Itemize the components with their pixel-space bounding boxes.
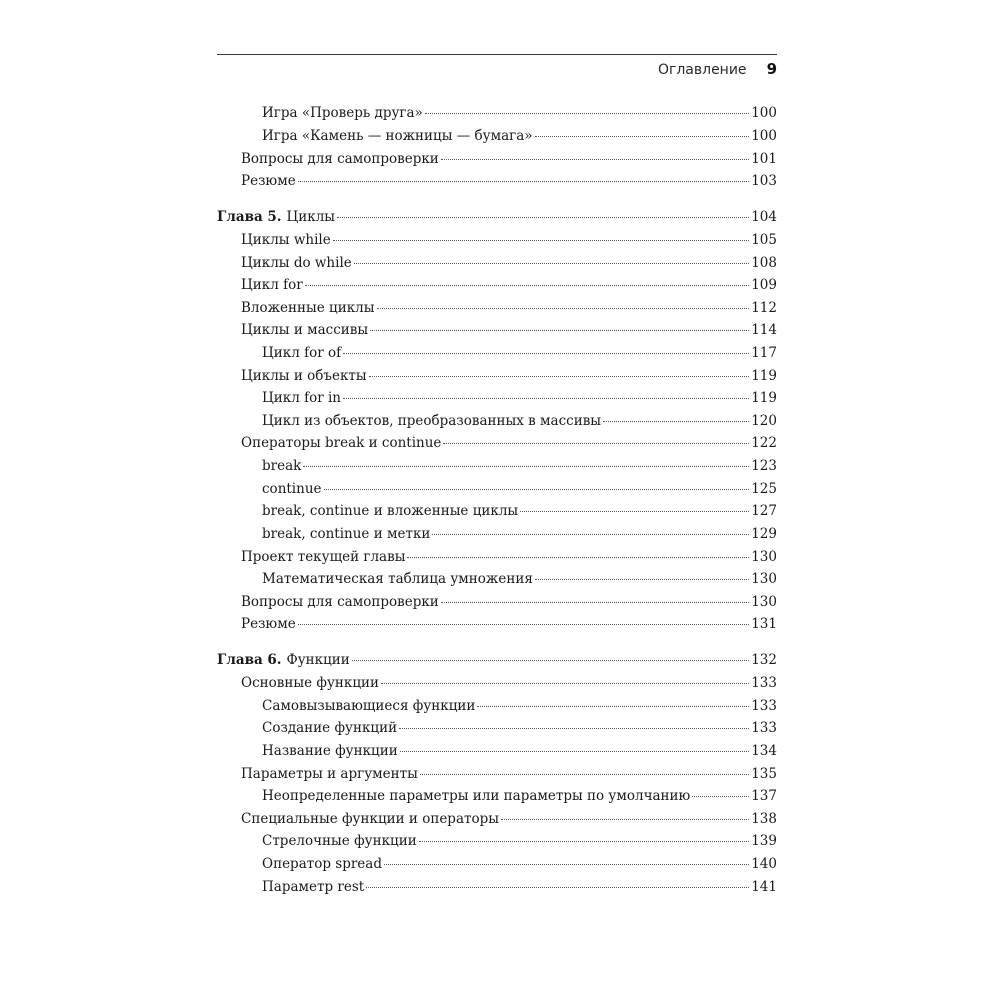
- toc-entry: [262, 719, 777, 737]
- toc-entry-page: 120: [751, 413, 777, 429]
- toc-entry: [262, 480, 777, 498]
- toc-entry-page: 105: [751, 232, 777, 248]
- toc-entry-label: Цикл for of: [262, 345, 342, 361]
- toc-entry-page: 130: [751, 571, 777, 587]
- dot-leader: [377, 308, 750, 309]
- toc-entry-label: Циклы и массивы: [241, 322, 369, 338]
- toc-entry: [262, 104, 777, 122]
- dot-leader: [520, 511, 749, 512]
- toc-entry-page: 141: [751, 879, 777, 895]
- dot-leader: [420, 774, 749, 775]
- dot-leader: [441, 159, 749, 160]
- toc-entry-page: 103: [751, 173, 777, 189]
- dot-leader: [432, 534, 749, 535]
- dot-leader: [303, 466, 749, 467]
- toc-entry-page: 138: [751, 811, 777, 827]
- toc-entry: [241, 231, 777, 249]
- toc-entry: [262, 389, 777, 407]
- toc-entry-label: Проект текущей главы: [241, 549, 406, 565]
- toc-entry-page: 134: [751, 743, 777, 759]
- toc-entry-label: Циклы: [286, 209, 336, 225]
- toc-entry: [241, 321, 777, 339]
- toc-entry-label: Параметры и аргументы: [241, 766, 418, 782]
- toc-entry-label: Цикл из объектов, преобразованных в массивы: [262, 413, 602, 429]
- toc-entry: [241, 367, 777, 385]
- toc-entry: [262, 525, 777, 543]
- toc-entry: [241, 434, 777, 452]
- toc-entry-label: Оператор spread: [262, 856, 382, 872]
- dot-leader: [400, 751, 749, 752]
- dot-leader: [337, 217, 749, 218]
- toc-entry-page: 137: [751, 788, 777, 804]
- dot-leader: [441, 602, 749, 603]
- toc-entry-label: break, continue и вложенные циклы: [262, 503, 519, 519]
- toc-entry: [241, 615, 777, 633]
- toc-entry-page: 104: [751, 209, 777, 225]
- toc-entry-page: 133: [751, 675, 777, 691]
- dot-leader: [399, 728, 749, 729]
- toc-entry-label: Вложенные циклы: [241, 300, 375, 316]
- toc-entry-label: Игра «Проверь друга»: [262, 105, 423, 121]
- toc-entry-page: 125: [751, 481, 777, 497]
- toc-entry: [262, 832, 777, 850]
- toc-entry-page: 123: [751, 458, 777, 474]
- toc-entry-label: Самовызывающиеся функции: [262, 698, 476, 714]
- dot-leader: [384, 864, 749, 865]
- toc-entry-label: continue: [262, 481, 322, 497]
- toc-entry: [241, 172, 777, 190]
- toc-entry-label: Параметр rest: [262, 879, 365, 895]
- toc-entry-label: Вопросы для самопроверки: [241, 594, 439, 610]
- dot-leader: [443, 443, 749, 444]
- toc-entry-label: Неопределенные параметры или параметры по умолчанию: [262, 788, 691, 804]
- toc-entry: [262, 697, 777, 715]
- toc-entry-page: 100: [751, 128, 777, 144]
- dot-leader: [535, 579, 749, 580]
- dot-leader: [381, 683, 749, 684]
- toc-entry-label: Резюме: [241, 616, 296, 632]
- toc-entry: [262, 502, 777, 520]
- toc-entry: [241, 548, 777, 566]
- dot-leader: [343, 353, 749, 354]
- toc-entry: [241, 150, 777, 168]
- toc-entry-label: Цикл for: [241, 277, 303, 293]
- dot-leader: [535, 136, 750, 137]
- toc-entry-label: Название функции: [262, 743, 398, 759]
- toc-entry-label: Специальные функции и операторы: [241, 811, 499, 827]
- toc-entry-page: 122: [751, 435, 777, 451]
- toc-entry-label: Игра «Камень — ножницы — бумага»: [262, 128, 533, 144]
- dot-leader: [305, 285, 750, 286]
- toc-entry: [262, 878, 777, 896]
- toc-entry-label: Создание функций: [262, 720, 398, 736]
- toc-entry-page: 130: [751, 549, 777, 565]
- toc-chapter-entry: [217, 651, 777, 669]
- toc-entry-label: break: [262, 458, 302, 474]
- toc-entry: [262, 344, 777, 362]
- toc-entry-label: Циклы while: [241, 232, 331, 248]
- dot-leader: [425, 113, 749, 114]
- dot-leader: [354, 263, 749, 264]
- dot-leader: [366, 887, 749, 888]
- dot-leader: [369, 376, 750, 377]
- toc-entry-label: Циклы do while: [241, 255, 352, 271]
- toc-entry: [262, 570, 777, 588]
- dot-leader: [692, 796, 749, 797]
- dot-leader: [333, 240, 750, 241]
- dot-leader: [352, 660, 749, 661]
- toc-entry: [262, 742, 777, 760]
- toc-entry-page: 131: [751, 616, 777, 632]
- toc-entry: [262, 787, 777, 805]
- toc-entry-page: 132: [751, 652, 777, 668]
- toc-entry-label: Стрелочные функции: [262, 833, 417, 849]
- toc-entry: [241, 810, 777, 828]
- dot-leader: [370, 330, 749, 331]
- toc-entry-page: 109: [751, 277, 777, 293]
- toc-entry-page: 114: [751, 322, 777, 338]
- toc-entry-label: Математическая таблица умножения: [262, 571, 533, 587]
- toc-entry-page: 139: [751, 833, 777, 849]
- toc-entry: [262, 855, 777, 873]
- toc-entry-label: Вопросы для самопроверки: [241, 151, 439, 167]
- toc-entry-page: 133: [751, 698, 777, 714]
- toc-entry: [262, 127, 777, 145]
- toc-entry: [262, 457, 777, 475]
- dot-leader: [603, 421, 749, 422]
- chapter-number: Глава 6.: [217, 652, 282, 668]
- toc-entry: [262, 412, 777, 430]
- running-title: Оглавление: [657, 62, 747, 78]
- toc-entry-label: Функции: [286, 652, 350, 668]
- toc-entry-label: Основные функции: [241, 675, 379, 691]
- chapter-number: Глава 5.: [217, 209, 282, 225]
- dot-leader: [298, 181, 750, 182]
- toc-entry-page: 108: [751, 255, 777, 271]
- toc-entry-label: Циклы и объекты: [241, 368, 367, 384]
- toc-entry: [241, 254, 777, 272]
- dot-leader: [419, 841, 750, 842]
- toc-entry-page: 140: [751, 856, 777, 872]
- toc-entry: [241, 593, 777, 611]
- toc-entry-page: 119: [751, 368, 777, 384]
- toc-entry-page: 119: [751, 390, 777, 406]
- toc-entry-page: 133: [751, 720, 777, 736]
- toc-entry-page: 112: [751, 300, 777, 316]
- dot-leader: [343, 398, 749, 399]
- toc-entry-page: 135: [751, 766, 777, 782]
- toc-entry: [241, 276, 777, 294]
- toc-entry-label: break, continue и метки: [262, 526, 431, 542]
- toc-entry-page: 130: [751, 594, 777, 610]
- dot-leader: [324, 489, 750, 490]
- toc-entry-page: 127: [751, 503, 777, 519]
- dot-leader: [477, 706, 749, 707]
- toc-entry: [241, 674, 777, 692]
- toc-entry-page: 129: [751, 526, 777, 542]
- toc-entry: [241, 765, 777, 783]
- toc-entry-page: 117: [751, 345, 777, 361]
- dot-leader: [501, 819, 749, 820]
- toc-entry: [241, 299, 777, 317]
- page-number: 9: [766, 60, 777, 78]
- toc-chapter-entry: [217, 208, 777, 226]
- toc-entry-page: 100: [751, 105, 777, 121]
- dot-leader: [407, 557, 749, 558]
- toc-entry-label: Операторы break и continue: [241, 435, 442, 451]
- dot-leader: [298, 624, 750, 625]
- toc-entry-label: Резюме: [241, 173, 296, 189]
- toc-entry-label: Цикл for in: [262, 390, 341, 406]
- toc-entry-page: 101: [751, 151, 777, 167]
